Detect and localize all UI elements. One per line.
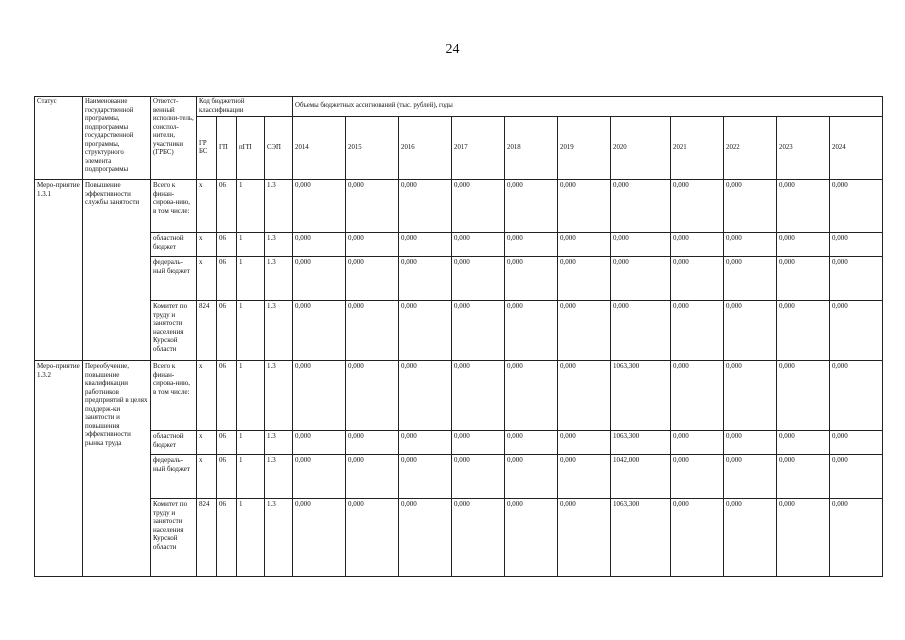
value-cell: 0,000 — [724, 455, 777, 499]
value-cell: 0,000 — [830, 455, 883, 499]
gp-cell: 06 — [217, 257, 237, 301]
table-row — [35, 361, 883, 431]
grbs-cell: х — [197, 361, 217, 431]
pgp-cell: 1 — [237, 455, 265, 499]
value-cell: 0,000 — [777, 499, 830, 577]
value-cell: 0,000 — [346, 361, 399, 431]
value-cell: 0,000 — [346, 257, 399, 301]
value-cell: 0,000 — [777, 301, 830, 361]
value-cell: 0,000 — [346, 233, 399, 257]
value-cell: 0,000 — [505, 233, 558, 257]
value-cell: 0,000 — [724, 257, 777, 301]
grbs-cell: х — [197, 455, 217, 499]
header-sep: СЭП — [265, 117, 293, 180]
value-cell: 1063,300 — [611, 431, 671, 455]
value-cell: 0,000 — [346, 301, 399, 361]
value-cell: 0,000 — [724, 233, 777, 257]
value-cell: 0,000 — [724, 301, 777, 361]
table-row — [35, 431, 883, 455]
value-cell: 0,000 — [830, 499, 883, 577]
value-cell: 0,000 — [505, 431, 558, 455]
grbs-cell: 824 — [197, 499, 217, 577]
value-cell: 0,000 — [505, 499, 558, 577]
sep-cell: 1.3 — [265, 257, 293, 301]
header-gp: ГП — [217, 117, 237, 180]
header-year: 2014 — [293, 117, 346, 180]
value-cell: 0,000 — [611, 180, 671, 233]
value-cell: 0,000 — [293, 361, 346, 431]
value-cell: 0,000 — [346, 431, 399, 455]
header-volumes: Объемы бюджетных ассигнований (тыс. рублей), годы — [293, 97, 883, 117]
header-year: 2020 — [611, 117, 671, 180]
value-cell: 0,000 — [671, 361, 724, 431]
name-cell: Переобучение, повышение квалификации работников предприятий в целях поддерж-ки занятости и повышения эффективности рынка труда — [83, 361, 151, 577]
value-cell: 0,000 — [293, 499, 346, 577]
value-cell: 0,000 — [671, 180, 724, 233]
sep-cell: 1.3 — [265, 233, 293, 257]
grbs-cell: х — [197, 233, 217, 257]
value-cell: 0,000 — [724, 180, 777, 233]
gp-cell: 06 — [217, 301, 237, 361]
executor-cell: областной бюджет — [151, 233, 197, 257]
value-cell: 0,000 — [505, 361, 558, 431]
pgp-cell: 1 — [237, 233, 265, 257]
executor-cell: Комитет по труду и занятости населения Курской области — [151, 301, 197, 361]
value-cell: 0,000 — [558, 431, 611, 455]
value-cell: 0,000 — [671, 233, 724, 257]
pgp-cell: 1 — [237, 431, 265, 455]
value-cell: 0,000 — [452, 180, 505, 233]
value-cell: 0,000 — [830, 180, 883, 233]
value-cell: 0,000 — [830, 301, 883, 361]
header-year: 2021 — [671, 117, 724, 180]
header-code-group: Код бюджетной классификации — [197, 97, 293, 117]
value-cell: 0,000 — [293, 455, 346, 499]
value-cell: 0,000 — [724, 499, 777, 577]
value-cell: 0,000 — [671, 455, 724, 499]
name-cell: Повышение эффективности службы занятости — [83, 180, 151, 361]
value-cell: 0,000 — [671, 499, 724, 577]
value-cell: 0,000 — [399, 180, 452, 233]
value-cell: 0,000 — [399, 455, 452, 499]
value-cell: 0,000 — [777, 233, 830, 257]
value-cell: 0,000 — [399, 233, 452, 257]
value-cell: 0,000 — [671, 257, 724, 301]
pgp-cell: 1 — [237, 257, 265, 301]
value-cell: 0,000 — [671, 431, 724, 455]
page-number: 24 — [445, 42, 460, 57]
table-row — [35, 455, 883, 499]
header-name: Наименование государственной программы, подпрограммы государственной программы, структурного элемента подпрограммы — [83, 97, 151, 180]
value-cell: 0,000 — [671, 301, 724, 361]
value-cell: 0,000 — [777, 257, 830, 301]
grbs-cell: х — [197, 431, 217, 455]
value-cell: 0,000 — [558, 455, 611, 499]
sep-cell: 1.3 — [265, 431, 293, 455]
gp-cell: 06 — [217, 499, 237, 577]
pgp-cell: 1 — [237, 301, 265, 361]
value-cell: 1042,000 — [611, 455, 671, 499]
value-cell: 0,000 — [611, 257, 671, 301]
status-cell: Меро-приятие 1.3.1 — [35, 180, 83, 361]
header-year: 2023 — [777, 117, 830, 180]
grbs-cell: х — [197, 257, 217, 301]
value-cell: 0,000 — [558, 180, 611, 233]
value-cell: 1063,300 — [611, 361, 671, 431]
header-pgp: пГП — [237, 117, 265, 180]
budget-table — [34, 96, 883, 577]
value-cell: 0,000 — [558, 233, 611, 257]
gp-cell: 06 — [217, 431, 237, 455]
header-status: Статус — [35, 97, 83, 180]
value-cell: 0,000 — [724, 431, 777, 455]
value-cell: 0,000 — [452, 301, 505, 361]
executor-cell: Всего к финан-сирова-нию, в том числе: — [151, 180, 197, 233]
value-cell: 0,000 — [452, 499, 505, 577]
header-row-1 — [35, 97, 883, 117]
value-cell: 0,000 — [611, 233, 671, 257]
value-cell: 0,000 — [505, 455, 558, 499]
grbs-cell: 824 — [197, 301, 217, 361]
value-cell: 0,000 — [452, 257, 505, 301]
value-cell: 0,000 — [505, 180, 558, 233]
table-row — [35, 180, 883, 233]
pgp-cell: 1 — [237, 499, 265, 577]
value-cell: 0,000 — [558, 499, 611, 577]
table-row — [35, 257, 883, 301]
value-cell: 0,000 — [452, 233, 505, 257]
executor-cell: Комитет по труду и занятости населения Курской области — [151, 499, 197, 577]
sep-cell: 1.3 — [265, 361, 293, 431]
value-cell: 0,000 — [293, 301, 346, 361]
executor-cell: федераль-ный бюджет — [151, 455, 197, 499]
gp-cell: 06 — [217, 233, 237, 257]
value-cell: 0,000 — [558, 361, 611, 431]
value-cell: 0,000 — [558, 301, 611, 361]
table-row — [35, 233, 883, 257]
value-cell: 0,000 — [399, 257, 452, 301]
table-row — [35, 301, 883, 361]
gp-cell: 06 — [217, 361, 237, 431]
header-year: 2022 — [724, 117, 777, 180]
value-cell: 0,000 — [830, 233, 883, 257]
value-cell: 0,000 — [830, 361, 883, 431]
grbs-cell: х — [197, 180, 217, 233]
table-row — [35, 499, 883, 577]
executor-cell: областной бюджет — [151, 431, 197, 455]
value-cell: 0,000 — [558, 257, 611, 301]
value-cell: 0,000 — [830, 431, 883, 455]
header-year: 2017 — [452, 117, 505, 180]
value-cell: 1063,300 — [611, 499, 671, 577]
value-cell: 0,000 — [777, 455, 830, 499]
sep-cell: 1.3 — [265, 301, 293, 361]
header-grbs: ГР БС — [197, 117, 217, 180]
value-cell: 0,000 — [830, 257, 883, 301]
value-cell: 0,000 — [346, 499, 399, 577]
value-cell: 0,000 — [293, 431, 346, 455]
value-cell: 0,000 — [777, 361, 830, 431]
gp-cell: 06 — [217, 180, 237, 233]
sep-cell: 1.3 — [265, 455, 293, 499]
value-cell: 0,000 — [399, 431, 452, 455]
header-year: 2024 — [830, 117, 883, 180]
header-year: 2019 — [558, 117, 611, 180]
value-cell: 0,000 — [346, 180, 399, 233]
sep-cell: 1.3 — [265, 499, 293, 577]
table-body — [35, 180, 883, 577]
sep-cell: 1.3 — [265, 180, 293, 233]
value-cell: 0,000 — [399, 301, 452, 361]
status-cell: Меро-приятие 1.3.2 — [35, 361, 83, 577]
value-cell: 0,000 — [399, 499, 452, 577]
value-cell: 0,000 — [293, 233, 346, 257]
value-cell: 0,000 — [505, 301, 558, 361]
value-cell: 0,000 — [724, 361, 777, 431]
value-cell: 0,000 — [293, 257, 346, 301]
value-cell: 0,000 — [505, 257, 558, 301]
gp-cell: 06 — [217, 455, 237, 499]
executor-cell: федераль-ный бюджет — [151, 257, 197, 301]
value-cell: 0,000 — [452, 361, 505, 431]
value-cell: 0,000 — [399, 361, 452, 431]
header-year: 2016 — [399, 117, 452, 180]
value-cell: 0,000 — [777, 431, 830, 455]
pgp-cell: 1 — [237, 361, 265, 431]
header-executor: Ответст-венный исполни-тель, соиспол-нители, участники (ГРБС) — [151, 97, 197, 180]
value-cell: 0,000 — [452, 431, 505, 455]
value-cell: 0,000 — [293, 180, 346, 233]
value-cell: 0,000 — [346, 455, 399, 499]
value-cell: 0,000 — [777, 180, 830, 233]
executor-cell: Всего к финан-сирова-нию, в том числе: — [151, 361, 197, 431]
value-cell: 0,000 — [452, 455, 505, 499]
pgp-cell: 1 — [237, 180, 265, 233]
header-year: 2015 — [346, 117, 399, 180]
value-cell: 0,000 — [611, 301, 671, 361]
header-year: 2018 — [505, 117, 558, 180]
